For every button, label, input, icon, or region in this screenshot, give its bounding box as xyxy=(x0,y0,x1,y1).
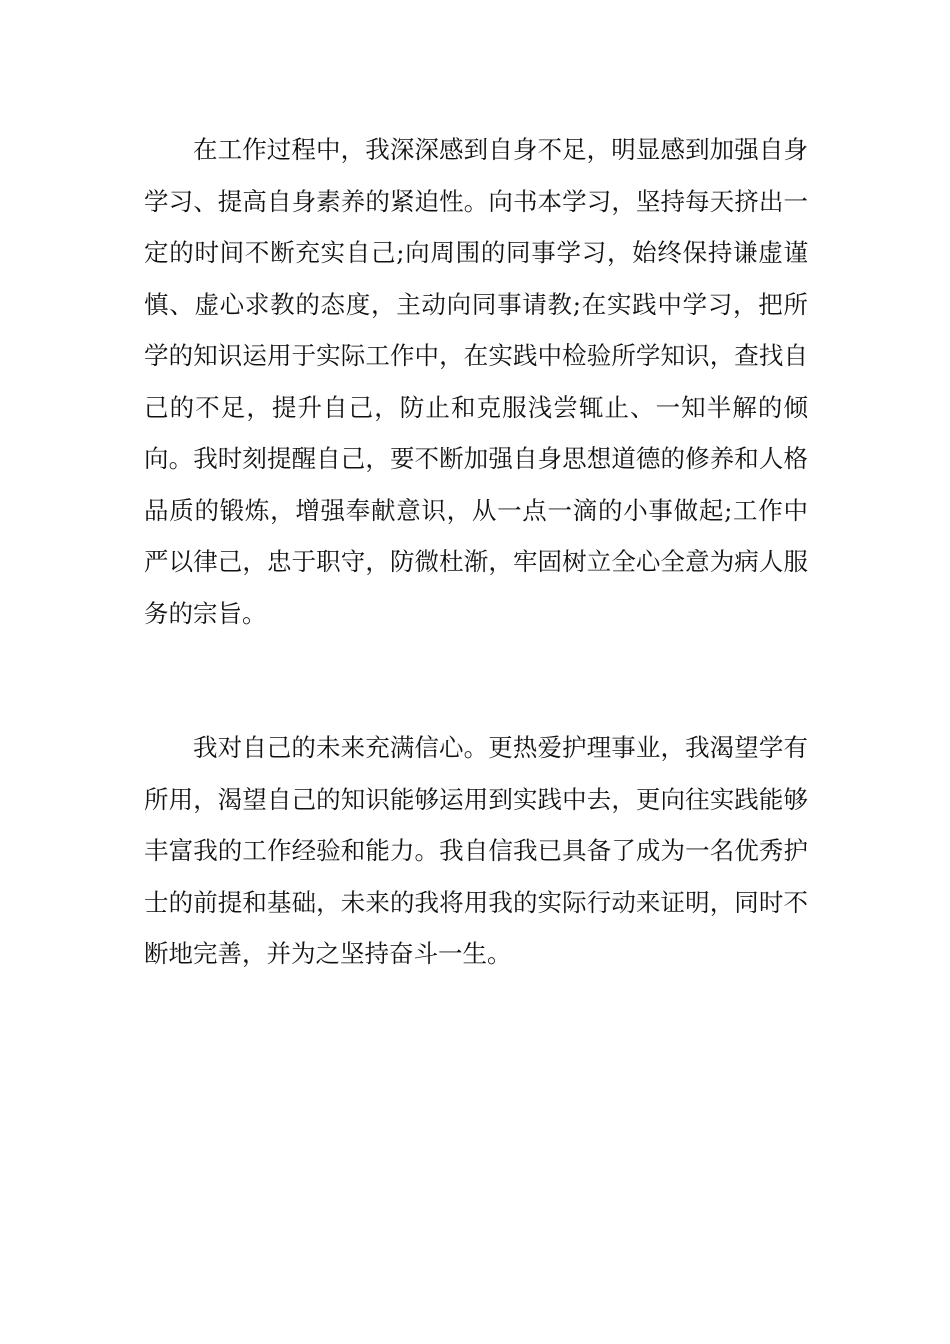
paragraph-self-study: 在工作过程中，我深深感到自身不足，明显感到加强自身学习、提高自身素养的紧迫性。向书本学习，坚持每天挤出一定的时间不断充实自己;向周围的同事学习，始终保持谦虚谨慎、虚心求教的态度，主动向同事请教;在实践中学习，把所学的知识运用于实际工作中，在实践中检验所学知识，查找自己的不足，提升自己，防止和克服浅尝辄止、一知半解的倾向。我时刻提醒自己，要不断加强自身思想道德的修养和人格品质的锻炼，增强奉献意识，从一点一滴的小事做起;工作中严以律己，忠于职守，防微杜渐，牢固树立全心全意为病人服务的宗旨。 xyxy=(144,135,808,628)
paragraph-future-confidence: 我对自己的未来充满信心。更热爱护理事业，我渴望学有所用，渴望自己的知识能够运用到实践中去，更向往实践能够丰富我的工作经验和能力。我自信我已具备了成为一名优秀护士的前提和基础，未来的我将用我的实际行动来证明，同时不断地完善，并为之坚持奋斗一生。 xyxy=(144,733,808,968)
